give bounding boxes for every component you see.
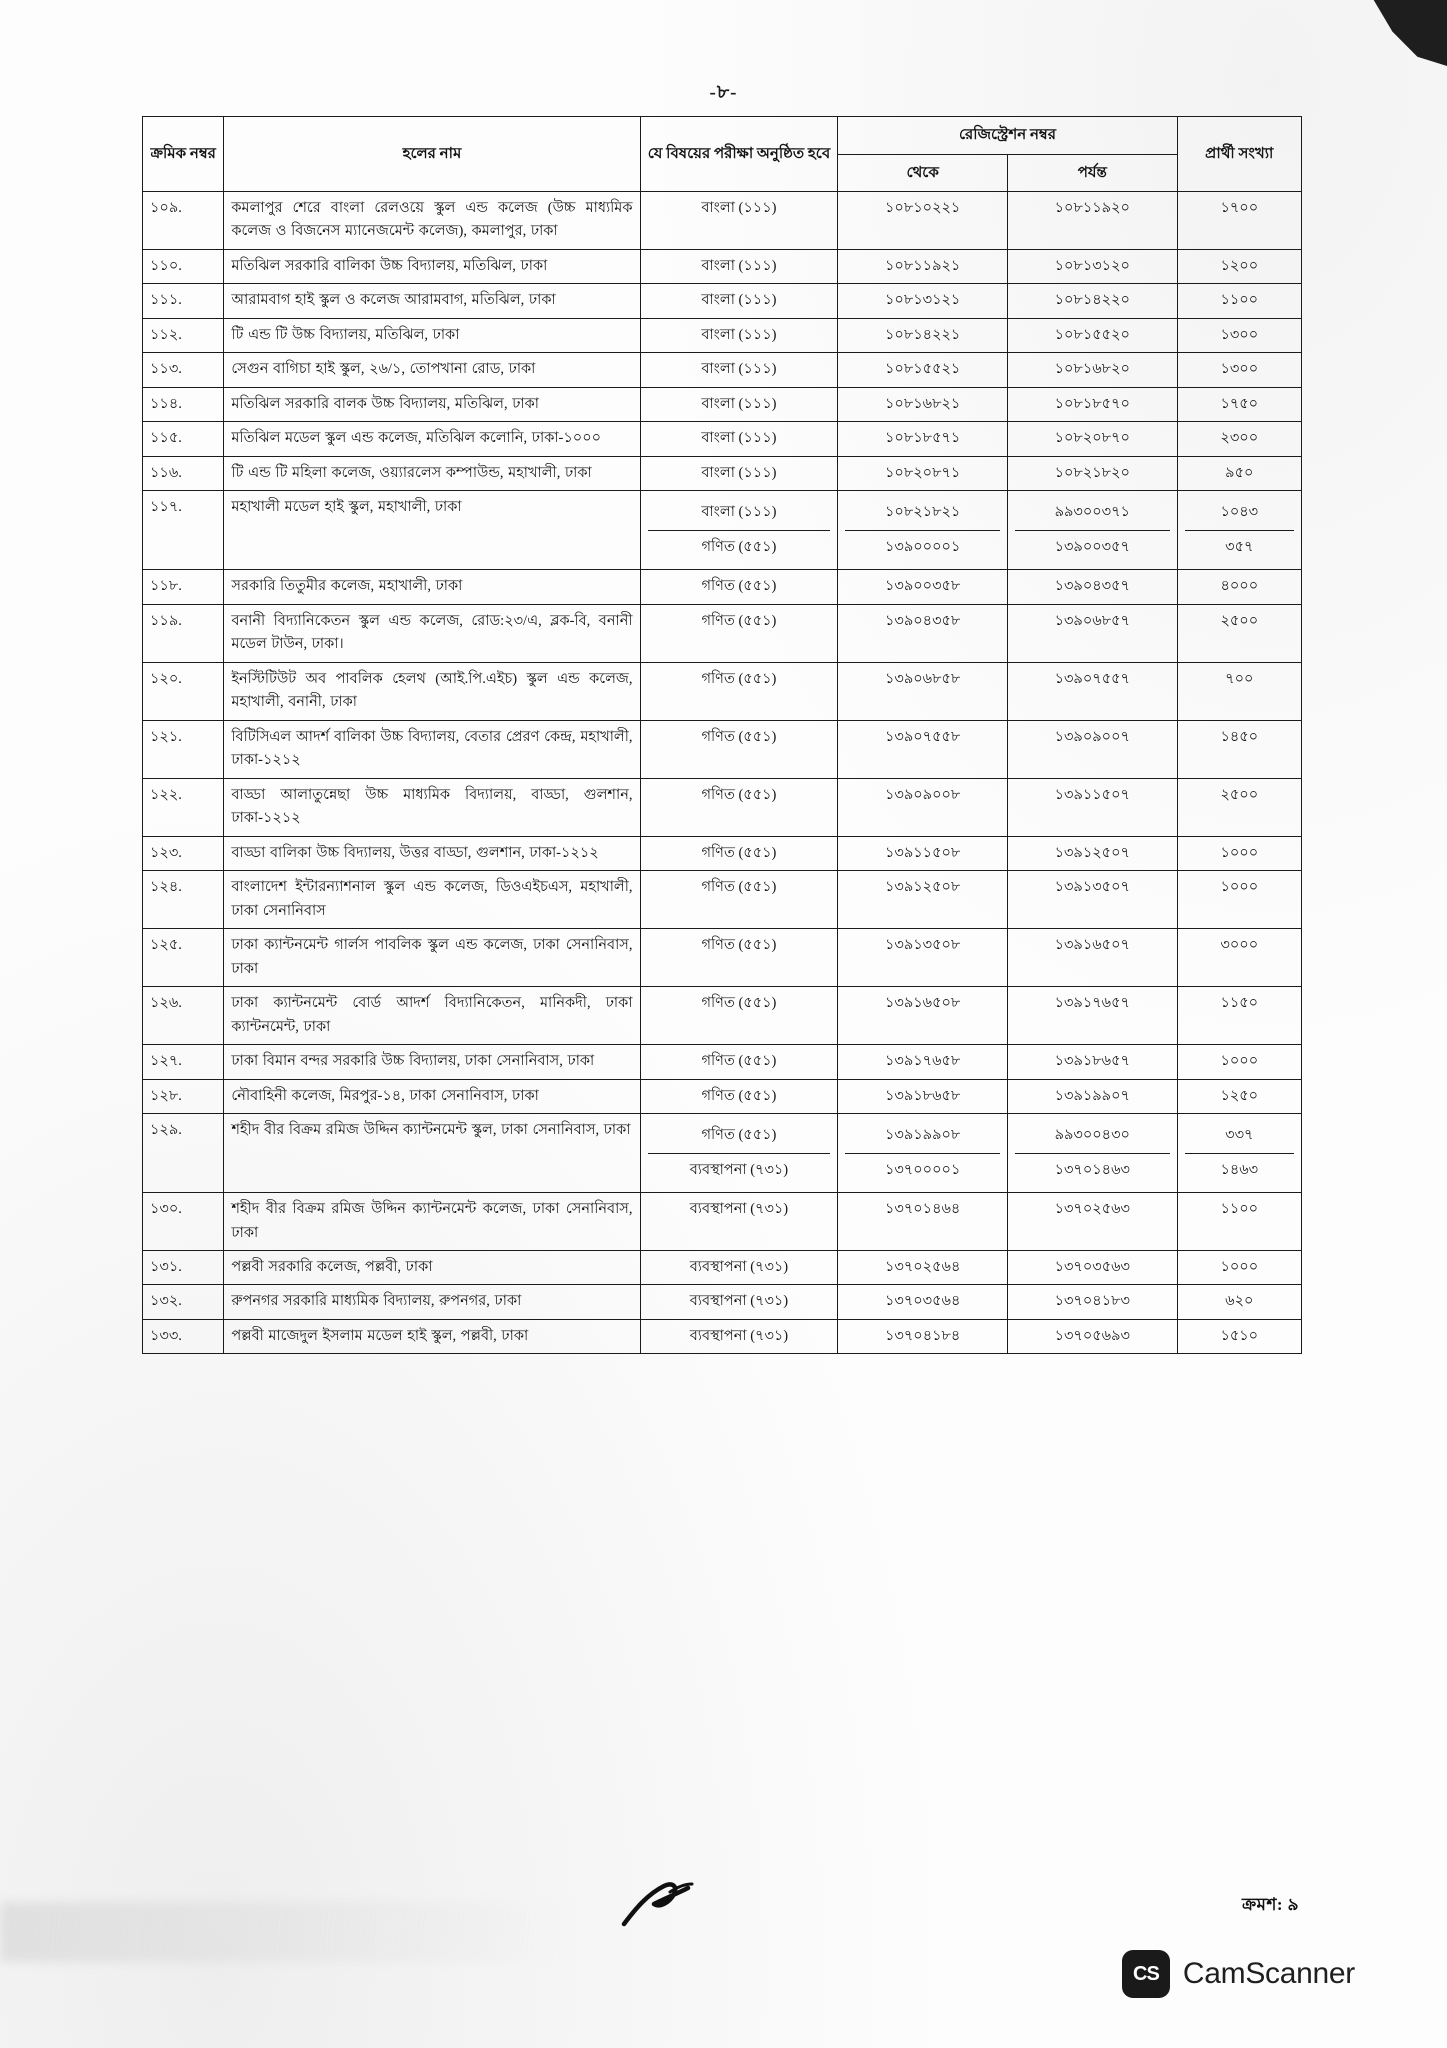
cell-subject: গণিত (৫৫১) bbox=[640, 836, 838, 870]
sub-entry-from: ১৩৯০০০০১ bbox=[884, 538, 961, 555]
cell-registration-to: ১৩৯১৩৫০৭ bbox=[1007, 871, 1177, 929]
cell-candidate-count: ১৭০০ bbox=[1177, 192, 1301, 250]
cell-candidate-count-group bbox=[1177, 1114, 1301, 1193]
table-row bbox=[143, 284, 1302, 318]
sub-entry-subject: গণিত (৫৫১) bbox=[648, 1119, 831, 1153]
table-row bbox=[143, 987, 1302, 1045]
cell-hall-name: ইনস্টিটিউট অব পাবলিক হেলথ (আই.পি.এইচ) স্কুল এন্ড কলেজ, মহাখালী, বনানী, ঢাকা bbox=[224, 662, 640, 720]
cell-registration-from: ১৩৭০৪১৮৪ bbox=[838, 1319, 1008, 1353]
cell-hall-name: নৌবাহিনী কলেজ, মিরপুর-১৪, ঢাকা সেনানিবাস, ঢাকা bbox=[224, 1079, 640, 1113]
cell-serial: ১১৮. bbox=[143, 570, 224, 604]
cell-candidate-count: ৩০০০ bbox=[1177, 929, 1301, 987]
sub-entry-count: ১০৪৩ bbox=[1185, 496, 1294, 530]
cell-registration-to: ১৩৯১৬৫০৭ bbox=[1007, 929, 1177, 987]
cell-registration-from: ১৩৯১৬৫০৮ bbox=[838, 987, 1008, 1045]
cell-serial: ১২৭. bbox=[143, 1045, 224, 1079]
cell-candidate-count-group bbox=[1177, 491, 1301, 570]
table-row bbox=[143, 353, 1302, 387]
cell-hall-name: কমলাপুর শেরে বাংলা রেলওয়ে স্কুল এন্ড কলেজ (উচ্চ মাধ্যমিক কলেজ ও বিজনেস ম্যানেজমেন্ট কলেজ), কমলাপুর, ঢাকা bbox=[224, 192, 640, 250]
scan-artifact bbox=[0, 1902, 560, 1962]
table-row bbox=[143, 871, 1302, 929]
cell-registration-from: ১০৮১৪২২১ bbox=[838, 318, 1008, 352]
sub-entry-row bbox=[845, 496, 1000, 530]
cell-registration-from: ১৩৯০৬৮৫৮ bbox=[838, 662, 1008, 720]
cell-subject: বাংলা (১১১) bbox=[640, 318, 838, 352]
page-number: -৮- bbox=[709, 82, 738, 103]
table-header bbox=[143, 117, 1302, 192]
cell-registration-to: ১৩৯০৪৩৫৭ bbox=[1007, 570, 1177, 604]
sub-entry-row bbox=[1015, 496, 1170, 530]
cell-registration-from: ১৩৯০০৩৫৮ bbox=[838, 570, 1008, 604]
sub-entry-table bbox=[845, 496, 1000, 564]
cell-subject: বাংলা (১১১) bbox=[640, 456, 838, 490]
cell-registration-from: ১০৮২০৮৭১ bbox=[838, 456, 1008, 490]
cell-serial: ১১৪. bbox=[143, 387, 224, 421]
cell-serial: ১২২. bbox=[143, 778, 224, 836]
cell-candidate-count: ২৫০০ bbox=[1177, 604, 1301, 662]
hall-allocation-table-container bbox=[142, 116, 1302, 1354]
table-row bbox=[143, 1285, 1302, 1319]
cell-registration-to: ১৩৯০৭৫৫৭ bbox=[1007, 662, 1177, 720]
table-row bbox=[143, 192, 1302, 250]
cell-serial: ১১৬. bbox=[143, 456, 224, 490]
cell-serial: ১২৬. bbox=[143, 987, 224, 1045]
sub-entry-row bbox=[1185, 530, 1294, 564]
sub-entry-row bbox=[648, 530, 831, 564]
table-row bbox=[143, 778, 1302, 836]
cell-serial: ১১১. bbox=[143, 284, 224, 318]
table-row bbox=[143, 1114, 1302, 1193]
cell-candidate-count: ৬২০ bbox=[1177, 1285, 1301, 1319]
cell-registration-to: ১০৮১৬৮২০ bbox=[1007, 353, 1177, 387]
cell-registration-to: ১৩৭০৫৬৯৩ bbox=[1007, 1319, 1177, 1353]
cell-candidate-count: ১২০০ bbox=[1177, 249, 1301, 283]
cell-subject: গণিত (৫৫১) bbox=[640, 1045, 838, 1079]
cell-candidate-count: ১৫১০ bbox=[1177, 1319, 1301, 1353]
cell-registration-from: ১৩৭০১৪৬৪ bbox=[838, 1193, 1008, 1251]
cell-serial: ১১৫. bbox=[143, 422, 224, 456]
cell-subject: গণিত (৫৫১) bbox=[640, 871, 838, 929]
cell-subject: বাংলা (১১১) bbox=[640, 387, 838, 421]
cell-serial: ১৩১. bbox=[143, 1250, 224, 1284]
table-row bbox=[143, 662, 1302, 720]
sub-entry-table bbox=[648, 1119, 831, 1187]
table-row bbox=[143, 720, 1302, 778]
cell-subject: গণিত (৫৫১) bbox=[640, 929, 838, 987]
cell-registration-from: ১৩৯১১৫০৮ bbox=[838, 836, 1008, 870]
sub-entry-row bbox=[648, 496, 831, 530]
cell-hall-name: মহাখালী মডেল হাই স্কুল, মহাখালী, ঢাকা bbox=[224, 491, 640, 570]
cell-serial: ১৩০. bbox=[143, 1193, 224, 1251]
sub-entry-row bbox=[845, 530, 1000, 564]
sub-entry-subject: গণিত (৫৫১) bbox=[701, 538, 777, 555]
sub-entry-from: ১৩৭০০০০১ bbox=[884, 1161, 961, 1178]
cell-candidate-count: ৭০০ bbox=[1177, 662, 1301, 720]
table-row bbox=[143, 570, 1302, 604]
cell-hall-name: বনানী বিদ্যানিকেতন স্কুল এন্ড কলেজ, রোড:২৩/এ, ব্লক-বি, বনানী মডেল টাউন, ঢাকা। bbox=[224, 604, 640, 662]
cell-candidate-count: ২৫০০ bbox=[1177, 778, 1301, 836]
cell-hall-name: পল্লবী মাজেদুল ইসলাম মডেল হাই স্কুল, পল্লবী, ঢাকা bbox=[224, 1319, 640, 1353]
column-header-to: পর্যন্ত bbox=[1007, 154, 1177, 192]
cell-hall-name: টি এন্ড টি উচ্চ বিদ্যালয়, মতিঝিল, ঢাকা bbox=[224, 318, 640, 352]
sub-entry-to: ৯৯৩০০৪৩০ bbox=[1015, 1119, 1170, 1153]
table-row bbox=[143, 1319, 1302, 1353]
cell-registration-to: ১৩৯১২৫০৭ bbox=[1007, 836, 1177, 870]
cell-subject: বাংলা (১১১) bbox=[640, 192, 838, 250]
cell-serial: ১২০. bbox=[143, 662, 224, 720]
column-header-candidate-count: প্রার্থী সংখ্যা bbox=[1177, 117, 1301, 192]
cell-candidate-count: ১৭৫০ bbox=[1177, 387, 1301, 421]
cell-registration-to: ১৩৯১৭৬৫৭ bbox=[1007, 987, 1177, 1045]
cell-subject: বাংলা (১১১) bbox=[640, 249, 838, 283]
sub-entry-row bbox=[845, 1153, 1000, 1187]
sub-entry-count: ৩৩৭ bbox=[1185, 1119, 1294, 1153]
cell-candidate-count: ১১০০ bbox=[1177, 1193, 1301, 1251]
cell-subject: ব্যবস্থাপনা (৭৩১) bbox=[640, 1319, 838, 1353]
column-header-registration: রেজিস্ট্রেশন নম্বর bbox=[838, 117, 1177, 155]
sub-entry-table bbox=[1015, 496, 1170, 564]
cell-registration-to: ১৩৯১১৫০৭ bbox=[1007, 778, 1177, 836]
page-corner-fold-shadow bbox=[1369, 0, 1447, 66]
sub-entry-to: ১৩৭০১৪৬৩ bbox=[1054, 1161, 1130, 1178]
cell-registration-from: ১৩৯১২৫০৮ bbox=[838, 871, 1008, 929]
cell-registration-from: ১০৮১১৯২১ bbox=[838, 249, 1008, 283]
table-row bbox=[143, 1045, 1302, 1079]
cell-serial: ১১৩. bbox=[143, 353, 224, 387]
table-row bbox=[143, 1193, 1302, 1251]
cell-subject: গণিত (৫৫১) bbox=[640, 778, 838, 836]
cell-registration-to: ১০৮১৫৫২০ bbox=[1007, 318, 1177, 352]
cell-hall-name: মতিঝিল সরকারি বালিকা উচ্চ বিদ্যালয়, মতিঝিল, ঢাকা bbox=[224, 249, 640, 283]
cell-registration-from-group bbox=[838, 1114, 1008, 1193]
continued-label: ক্রমশ: ৯ bbox=[1241, 1895, 1299, 1914]
cell-registration-from: ১০৮১৩১২১ bbox=[838, 284, 1008, 318]
cell-registration-from: ১০৮১৫৫২১ bbox=[838, 353, 1008, 387]
cell-registration-to: ১০৮১১৯২০ bbox=[1007, 192, 1177, 250]
sub-entry-to: ৯৯৩০০৩৭১ bbox=[1015, 496, 1170, 530]
cell-registration-to: ১৩৯১৯৯০৭ bbox=[1007, 1079, 1177, 1113]
cell-subject: বাংলা (১১১) bbox=[640, 353, 838, 387]
sub-entry-subject: ব্যবস্থাপনা (৭৩১) bbox=[689, 1161, 789, 1178]
cell-serial: ১২৩. bbox=[143, 836, 224, 870]
sub-entry-table bbox=[845, 1119, 1000, 1187]
cell-candidate-count: ১১০০ bbox=[1177, 284, 1301, 318]
cell-serial: ১২৯. bbox=[143, 1114, 224, 1193]
cell-candidate-count: ১১৫০ bbox=[1177, 987, 1301, 1045]
column-header-subject: যে বিষয়ের পরীক্ষা অনুষ্ঠিত হবে bbox=[640, 117, 838, 192]
cell-hall-name: ঢাকা ক্যান্টনমেন্ট বোর্ড আদর্শ বিদ্যানিকেতন, মানিকদী, ঢাকা ক্যান্টনমেন্ট, ঢাকা bbox=[224, 987, 640, 1045]
cell-subject: বাংলা (১১১) bbox=[640, 422, 838, 456]
cell-hall-name: বিটিসিএল আদর্শ বালিকা উচ্চ বিদ্যালয়, বেতার প্রেরণ কেন্দ্র, মহাখালী, ঢাকা-১২১২ bbox=[224, 720, 640, 778]
cell-subject: ব্যবস্থাপনা (৭৩১) bbox=[640, 1250, 838, 1284]
cell-registration-from: ১৩৭০৩৫৬৪ bbox=[838, 1285, 1008, 1319]
cell-serial: ১২৫. bbox=[143, 929, 224, 987]
camscanner-watermark bbox=[1122, 1950, 1355, 1998]
cell-candidate-count: ১০০০ bbox=[1177, 1250, 1301, 1284]
cell-registration-to: ১০৮১৩১২০ bbox=[1007, 249, 1177, 283]
cell-subject: বাংলা (১১১) bbox=[640, 284, 838, 318]
cell-subject: গণিত (৫৫১) bbox=[640, 662, 838, 720]
signature-mark bbox=[618, 1878, 748, 1932]
table-row bbox=[143, 929, 1302, 987]
sub-entry-row bbox=[1015, 1153, 1170, 1187]
cell-registration-to: ১৩৯০৬৮৫৭ bbox=[1007, 604, 1177, 662]
cell-subject: গণিত (৫৫১) bbox=[640, 570, 838, 604]
sub-entry-row bbox=[648, 1153, 831, 1187]
cell-hall-name: বাড্ডা আলাতুন্নেছা উচ্চ মাধ্যমিক বিদ্যালয়, বাড্ডা, গুলশান, ঢাকা-১২১২ bbox=[224, 778, 640, 836]
cell-registration-from: ১৩৯১৭৬৫৮ bbox=[838, 1045, 1008, 1079]
table-row bbox=[143, 318, 1302, 352]
cell-registration-to: ১৩৯১৮৬৫৭ bbox=[1007, 1045, 1177, 1079]
cell-candidate-count: ১৩০০ bbox=[1177, 318, 1301, 352]
sub-entry-count: ৩৫৭ bbox=[1225, 538, 1254, 555]
cell-subject: গণিত (৫৫১) bbox=[640, 987, 838, 1045]
cell-registration-from: ১৩৯০৭৫৫৮ bbox=[838, 720, 1008, 778]
cell-registration-from: ১৩৭০২৫৬৪ bbox=[838, 1250, 1008, 1284]
sub-entry-row bbox=[1015, 1119, 1170, 1153]
cell-serial: ১১২. bbox=[143, 318, 224, 352]
column-header-serial: ক্রমিক নম্বর bbox=[143, 117, 224, 192]
cell-registration-to: ১০৮১৮৫৭০ bbox=[1007, 387, 1177, 421]
cell-hall-name: সরকারি তিতুমীর কলেজ, মহাখালী, ঢাকা bbox=[224, 570, 640, 604]
cell-registration-from: ১০৮১৮৫৭১ bbox=[838, 422, 1008, 456]
cell-registration-to: ১০৮১৪২২০ bbox=[1007, 284, 1177, 318]
cell-registration-from: ১৩৯১৩৫০৮ bbox=[838, 929, 1008, 987]
cell-candidate-count: ৯৫০ bbox=[1177, 456, 1301, 490]
sub-entry-row bbox=[1015, 530, 1170, 564]
cell-registration-to-group bbox=[1007, 1114, 1177, 1193]
table-row bbox=[143, 604, 1302, 662]
cell-registration-to: ১৩৯০৯০০৭ bbox=[1007, 720, 1177, 778]
cell-hall-name: বাড্ডা বালিকা উচ্চ বিদ্যালয়, উত্তর বাড্ডা, গুলশান, ঢাকা-১২১২ bbox=[224, 836, 640, 870]
cell-serial: ১২৮. bbox=[143, 1079, 224, 1113]
sub-entry-table bbox=[648, 496, 831, 564]
cell-subject: ব্যবস্থাপনা (৭৩১) bbox=[640, 1193, 838, 1251]
cell-registration-to: ১৩৭০২৫৬৩ bbox=[1007, 1193, 1177, 1251]
cell-registration-from: ১৩৯০৯০০৮ bbox=[838, 778, 1008, 836]
cell-hall-name: শহীদ বীর বিক্রম রমিজ উদ্দিন ক্যান্টনমেন্ট কলেজ, ঢাকা সেনানিবাস, ঢাকা bbox=[224, 1193, 640, 1251]
sub-entry-table bbox=[1185, 496, 1294, 564]
table-row bbox=[143, 1079, 1302, 1113]
cell-candidate-count: ১৪৫০ bbox=[1177, 720, 1301, 778]
sub-entry-from: ১৩৯১৯৯০৮ bbox=[845, 1119, 1000, 1153]
sub-entry-row bbox=[845, 1119, 1000, 1153]
table-row bbox=[143, 1250, 1302, 1284]
table-row bbox=[143, 249, 1302, 283]
cell-candidate-count: ১০০০ bbox=[1177, 1045, 1301, 1079]
cell-candidate-count: ১০০০ bbox=[1177, 836, 1301, 870]
cell-registration-from: ১৩৯১৮৬৫৮ bbox=[838, 1079, 1008, 1113]
sub-entry-row bbox=[648, 1119, 831, 1153]
cell-hall-name: বাংলাদেশ ইন্টারন্যাশনাল স্কুল এন্ড কলেজ, ডিওএইচএস, মহাখালী, ঢাকা সেনানিবাস bbox=[224, 871, 640, 929]
cell-candidate-count: ১২৫০ bbox=[1177, 1079, 1301, 1113]
cell-registration-to: ১০৮২১৮২০ bbox=[1007, 456, 1177, 490]
cell-subject: গণিত (৫৫১) bbox=[640, 1079, 838, 1113]
cell-candidate-count: ২৩০০ bbox=[1177, 422, 1301, 456]
cell-hall-name: টি এন্ড টি মহিলা কলেজ, ওয়্যারলেস কম্পাউন্ড, মহাখালী, ঢাকা bbox=[224, 456, 640, 490]
cell-hall-name: আরামবাগ হাই স্কুল ও কলেজ আরামবাগ, মতিঝিল, ঢাকা bbox=[224, 284, 640, 318]
table-row bbox=[143, 491, 1302, 570]
table-row bbox=[143, 836, 1302, 870]
cell-subject: গণিত (৫৫১) bbox=[640, 604, 838, 662]
cell-candidate-count: ১০০০ bbox=[1177, 871, 1301, 929]
cell-candidate-count: ১৩০০ bbox=[1177, 353, 1301, 387]
cell-hall-name: রুপনগর সরকারি মাধ্যমিক বিদ্যালয়, রুপনগর, ঢাকা bbox=[224, 1285, 640, 1319]
cell-subject-group bbox=[640, 491, 838, 570]
cell-subject: ব্যবস্থাপনা (৭৩১) bbox=[640, 1285, 838, 1319]
cell-subject-group bbox=[640, 1114, 838, 1193]
cell-serial: ১০৯. bbox=[143, 192, 224, 250]
cell-registration-to: ১৩৭০৩৫৬৩ bbox=[1007, 1250, 1177, 1284]
cell-hall-name: ঢাকা ক্যান্টনমেন্ট গার্লস পাবলিক স্কুল এন্ড কলেজ, ঢাকা সেনানিবাস, ঢাকা bbox=[224, 929, 640, 987]
cell-hall-name: মতিঝিল মডেল স্কুল এন্ড কলেজ, মতিঝিল কলোনি, ঢাকা-১০০০ bbox=[224, 422, 640, 456]
cell-serial: ১২১. bbox=[143, 720, 224, 778]
sub-entry-row bbox=[1185, 1119, 1294, 1153]
sub-entry-row bbox=[1185, 496, 1294, 530]
cell-registration-from: ১৩৯০৪৩৫৮ bbox=[838, 604, 1008, 662]
sub-entry-table bbox=[1015, 1119, 1170, 1187]
cell-hall-name: পল্লবী সরকারি কলেজ, পল্লবী, ঢাকা bbox=[224, 1250, 640, 1284]
table-row bbox=[143, 422, 1302, 456]
sub-entry-row bbox=[1185, 1153, 1294, 1187]
cell-subject: গণিত (৫৫১) bbox=[640, 720, 838, 778]
cell-hall-name: শহীদ বীর বিক্রম রমিজ উদ্দিন ক্যান্টনমেন্ট স্কুল, ঢাকা সেনানিবাস, ঢাকা bbox=[224, 1114, 640, 1193]
cell-registration-from: ১০৮১৬৮২১ bbox=[838, 387, 1008, 421]
sub-entry-table bbox=[1185, 1119, 1294, 1187]
table-row bbox=[143, 456, 1302, 490]
column-header-hall-name: হলের নাম bbox=[224, 117, 640, 192]
cell-registration-to-group bbox=[1007, 491, 1177, 570]
cell-serial: ১১০. bbox=[143, 249, 224, 283]
table-row bbox=[143, 387, 1302, 421]
sub-entry-from: ১০৮২১৮২১ bbox=[845, 496, 1000, 530]
cell-serial: ১১৭. bbox=[143, 491, 224, 570]
cell-registration-to: ১৩৭০৪১৮৩ bbox=[1007, 1285, 1177, 1319]
camscanner-logo-icon: CS bbox=[1122, 1950, 1170, 1998]
cell-serial: ১৩৩. bbox=[143, 1319, 224, 1353]
cell-registration-from-group bbox=[838, 491, 1008, 570]
sub-entry-to: ১৩৯০০৩৫৭ bbox=[1054, 538, 1130, 555]
cell-hall-name: সেগুন বাগিচা হাই স্কুল, ২৬/১, তোপখানা রোড, ঢাকা bbox=[224, 353, 640, 387]
sub-entry-count: ১৪৬৩ bbox=[1220, 1161, 1259, 1178]
column-header-from: থেকে bbox=[838, 154, 1008, 192]
cell-hall-name: মতিঝিল সরকারি বালক উচ্চ বিদ্যালয়, মতিঝিল, ঢাকা bbox=[224, 387, 640, 421]
table-body bbox=[143, 192, 1302, 1354]
camscanner-brand-label: CamScanner bbox=[1182, 1957, 1355, 1990]
cell-serial: ১৩২. bbox=[143, 1285, 224, 1319]
cell-hall-name: ঢাকা বিমান বন্দর সরকারি উচ্চ বিদ্যালয়, ঢাকা সেনানিবাস, ঢাকা bbox=[224, 1045, 640, 1079]
sub-entry-subject: বাংলা (১১১) bbox=[648, 496, 831, 530]
cell-serial: ১২৪. bbox=[143, 871, 224, 929]
cell-registration-to: ১০৮২০৮৭০ bbox=[1007, 422, 1177, 456]
hall-allocation-table bbox=[142, 116, 1302, 1354]
cell-registration-from: ১০৮১০২২১ bbox=[838, 192, 1008, 250]
table-header-row-top bbox=[143, 117, 1302, 155]
cell-serial: ১১৯. bbox=[143, 604, 224, 662]
cell-candidate-count: ৪০০০ bbox=[1177, 570, 1301, 604]
